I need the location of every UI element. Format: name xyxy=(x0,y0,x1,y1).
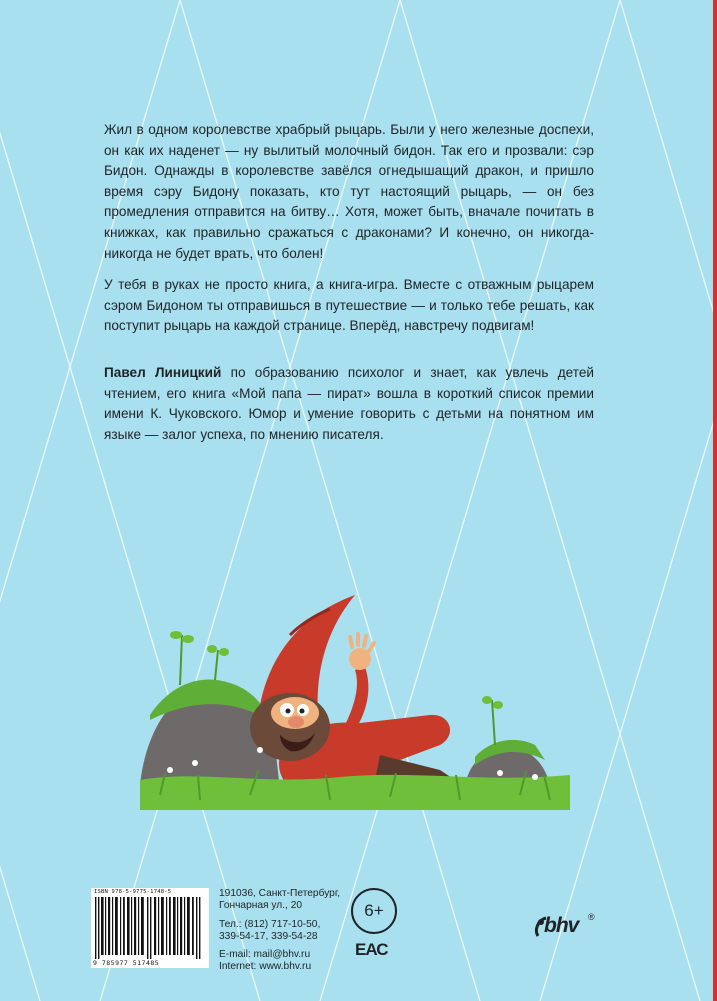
synopsis-paragraph-2: У тебя в руках не просто книга, а книга-игра. Вместе с отважным рыцарем сэром Бидоном ты отправишься в путешествие — и только тебе решать, как поступит рыцарь на каждой странице. Вперёд, навстречу подвигам! xyxy=(104,277,594,334)
barcode xyxy=(91,888,209,968)
author-bio xyxy=(104,363,594,445)
website-line: Internet: www.bhv.ru xyxy=(219,961,312,973)
age-rating-badge: 6+ xyxy=(351,888,397,934)
address-line-2: Гончарная ул., 20 xyxy=(219,900,303,912)
publisher-contacts xyxy=(219,888,340,974)
address-line-1: 191036, Санкт-Петербург, xyxy=(219,888,341,899)
eac-certification-mark: ЕАС xyxy=(355,940,388,959)
publisher-logo xyxy=(532,912,600,951)
author-description: по образованию психолог и знает, как увлечь детей чтением, его книга «Мой папа — пират» вошла в короткий список премии имени К. Чуковского. Юмор и умение говорить с детьми на понятном им языке — залог успеха, по мнению писателя. xyxy=(104,365,594,442)
barcode-digits: 9 785977 517485 xyxy=(93,959,160,967)
isbn-label: ISBN 978-5-9775-1748-5 xyxy=(94,889,172,895)
author-name: Павел Линицкий xyxy=(104,365,222,380)
phone-line-2: 339-54-17, 339-54-28 xyxy=(219,930,318,942)
synopsis-paragraph-1: Жил в одном королевстве храбрый рыцарь. Были у него железные доспехи, он как их наденет — ну вылитый молочный бидон. Так его и прозвали: сэр Бидон. Однажды в королевстве завёлся огнедышащий дракон, и пришло время сэру Бидону показать, кто тут настоящий рыцарь, — он без промедления отправится на битву… Хотя, может быть, вначале почитать в книжках, как правильно сражаться с драконами? И конечно, он никогда-никогда не будет врать, что болен! xyxy=(104,122,594,261)
knight-illustration xyxy=(140,595,570,810)
phone-line-1: Тел.: (812) 717-10-50, xyxy=(219,918,321,930)
email-line: E-mail: mail@bhv.ru xyxy=(219,949,311,961)
bhv-logo-text: bhv xyxy=(544,914,579,937)
barcode-bars xyxy=(95,897,205,959)
registered-mark: ® xyxy=(588,912,595,922)
synopsis xyxy=(104,120,594,337)
spine-edge xyxy=(713,0,717,1001)
